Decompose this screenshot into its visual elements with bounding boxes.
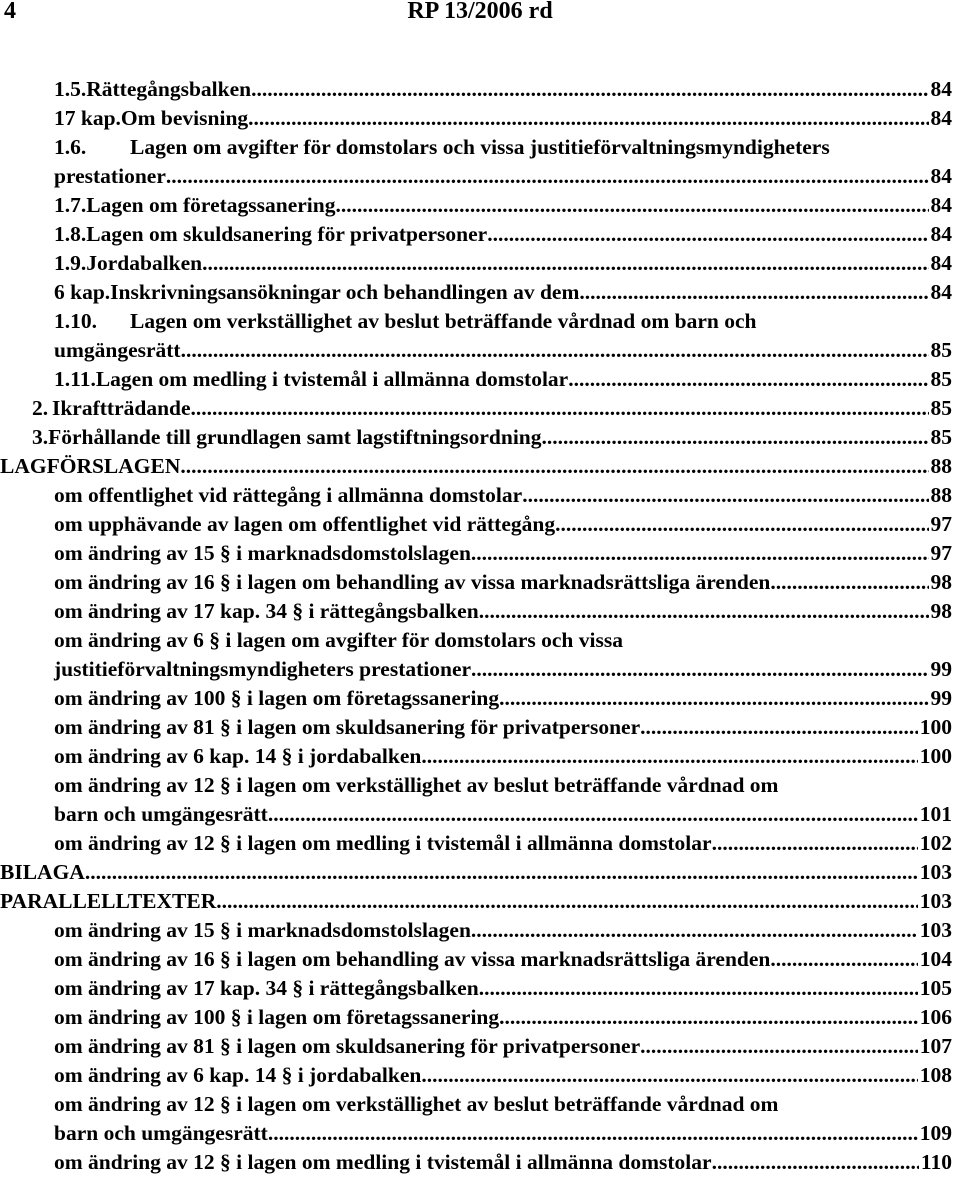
dot-leader: [499, 1003, 918, 1032]
toc-entry-page: 110: [920, 1150, 952, 1174]
dot-leader: [421, 1061, 917, 1090]
toc-entry-page: 88: [930, 454, 952, 478]
toc-entry-page: 103: [919, 918, 952, 942]
toc-entry-page: 84: [930, 251, 952, 275]
toc-entry-title-continued: barn och umgängesrätt: [54, 802, 268, 826]
dot-leader: [770, 945, 917, 974]
toc-entry-title: Lagen om verkställighet av beslut beträffande vårdnad om barn och: [130, 309, 757, 333]
toc-entry: [0, 1003, 952, 1032]
toc-entry-title: om ändring av 12 § i lagen om medling i tvistemål i allmänna domstolar: [54, 831, 712, 855]
document-id: RP 13/2006 rd: [407, 0, 553, 24]
toc-entry: [0, 75, 952, 104]
toc-entry-title: om ändring av 16 § i lagen om behandling av vissa marknadsrättsliga ärenden: [54, 570, 771, 594]
toc-entry-page: 103: [919, 889, 952, 913]
dot-leader: [202, 249, 928, 278]
toc-entry: [0, 539, 952, 568]
toc-entry: [0, 133, 952, 191]
dot-leader: [640, 713, 918, 742]
toc-entry: [0, 684, 952, 713]
toc-entry: [0, 365, 952, 394]
toc-entry-number: 3.: [32, 425, 49, 449]
dot-leader: [499, 684, 928, 713]
toc-entry-title: om ändring av 6 kap. 14 § i jordabalken: [54, 744, 422, 768]
toc-entry-title-continued: barn och umgängesrätt: [54, 1121, 268, 1145]
dot-leader: [471, 655, 928, 684]
table-of-contents: [0, 75, 952, 1177]
toc-entry-page: 84: [930, 222, 952, 246]
dot-leader: [579, 278, 928, 307]
toc-entry-number: 17 kap.: [54, 106, 121, 130]
toc-entry-page: 101: [919, 802, 952, 826]
toc-entry-title: PARALLELLTEXTER: [0, 889, 217, 913]
toc-entry-title: om ändring av 81 § i lagen om skuldsanering för privatpersoner: [54, 715, 641, 739]
toc-entry-page: 84: [930, 106, 952, 130]
page-number: 4: [4, 0, 16, 24]
toc-entry: [0, 278, 952, 307]
toc-entry-page: 99: [930, 657, 952, 681]
toc-entry: [0, 742, 952, 771]
toc-entry-title: Inskrivningsansökningar och behandlingen av dem: [110, 280, 580, 304]
toc-entry-title: om ändring av 16 § i lagen om behandling av vissa marknadsrättsliga ärenden: [54, 947, 771, 971]
toc-entry-number: 1.8.: [54, 222, 87, 246]
dot-leader: [268, 1119, 918, 1148]
dot-leader: [555, 510, 928, 539]
toc-entry-number: 1.5.: [54, 77, 87, 101]
toc-entry-page: 85: [930, 425, 952, 449]
dot-leader: [542, 423, 929, 452]
toc-entry: [0, 104, 952, 133]
toc-entry: [0, 1061, 952, 1090]
dot-leader: [181, 336, 929, 365]
toc-entry-title: LAGFÖRSLAGEN: [0, 454, 181, 478]
toc-entry: [0, 974, 952, 1003]
dot-leader: [166, 162, 929, 191]
toc-entry-title: BILAGA: [0, 860, 85, 884]
toc-entry: [0, 916, 952, 945]
toc-entry: [0, 191, 952, 220]
dot-leader: [479, 597, 929, 626]
dot-leader: [216, 887, 917, 916]
toc-entry: [0, 307, 952, 365]
toc-entry-title: om ändring av 12 § i lagen om verkställighet av beslut beträffande vårdnad om: [54, 1092, 779, 1116]
toc-entry: [0, 829, 952, 858]
dot-leader: [421, 742, 917, 771]
toc-entry-title-continued: justitieförvaltningsmyndigheters prestationer: [54, 657, 472, 681]
toc-entry: [0, 249, 952, 278]
dot-leader: [248, 104, 928, 133]
toc-entry: [0, 887, 952, 916]
toc-entry: [0, 1148, 952, 1177]
toc-entry-title: om ändring av 6 kap. 14 § i jordabalken: [54, 1063, 422, 1087]
toc-entry-page: 100: [919, 715, 952, 739]
toc-entry-title: om ändring av 15 § i marknadsdomstolslagen: [54, 541, 471, 565]
toc-entry-page: 85: [930, 338, 952, 362]
dot-leader: [487, 220, 928, 249]
toc-entry: [0, 1032, 952, 1061]
toc-entry-page: 105: [919, 976, 952, 1000]
toc-entry-title: om ändring av 6 § i lagen om avgifter för domstolars och vissa: [54, 628, 623, 652]
toc-entry-page: 108: [919, 1063, 952, 1087]
toc-entry: [0, 713, 952, 742]
toc-entry-page: 84: [930, 164, 952, 188]
toc-entry: [0, 568, 952, 597]
toc-entry: [0, 423, 952, 452]
dot-leader: [251, 75, 928, 104]
dot-leader: [191, 394, 929, 423]
toc-entry-page: 97: [930, 541, 952, 565]
toc-entry-title-continued: umgängesrätt: [54, 338, 181, 362]
toc-entry-page: 97: [930, 512, 952, 536]
toc-entry: [0, 858, 952, 887]
toc-entry-title: Lagen om skuldsanering för privatpersoner: [86, 222, 488, 246]
toc-entry-page: 107: [919, 1034, 952, 1058]
dot-leader: [770, 568, 928, 597]
dot-leader: [268, 800, 918, 829]
toc-entry-page: 84: [930, 193, 952, 217]
toc-entry-title-continued: prestationer: [54, 164, 166, 188]
toc-entry: [0, 945, 952, 974]
toc-entry-title: Om bevisning: [120, 106, 249, 130]
toc-entry-page: 102: [919, 831, 952, 855]
toc-entry-page: 84: [930, 280, 952, 304]
toc-entry-page: 98: [930, 599, 952, 623]
dot-leader: [85, 858, 918, 887]
toc-entry-title: om ändring av 100 § i lagen om företagssanering: [54, 1005, 500, 1029]
toc-entry-page: 109: [919, 1121, 952, 1145]
toc-entry: [0, 394, 952, 423]
toc-entry: [0, 452, 952, 481]
toc-entry-number: 1.10.: [54, 309, 97, 333]
toc-entry-title: om ändring av 100 § i lagen om företagssanering: [54, 686, 500, 710]
toc-entry-page: 104: [919, 947, 952, 971]
toc-entry-title: om ändring av 12 § i lagen om medling i tvistemål i allmänna domstolar: [54, 1150, 712, 1174]
toc-entry-title: Förhållande till grundlagen samt lagstiftningsordning: [48, 425, 542, 449]
toc-entry-page: 106: [919, 1005, 952, 1029]
dot-leader: [568, 365, 928, 394]
toc-entry-title: om offentlighet vid rättegång i allmänna domstolar: [54, 483, 523, 507]
toc-entry-title: om ändring av 81 § i lagen om skuldsanering för privatpersoner: [54, 1034, 641, 1058]
toc-entry: [0, 481, 952, 510]
toc-entry-title: Ikraftträdande: [51, 396, 191, 420]
toc-entry-page: 84: [930, 77, 952, 101]
toc-entry-title: Rättegångsbalken: [86, 77, 252, 101]
toc-entry-title: Jordabalken: [86, 251, 203, 275]
dot-leader: [180, 452, 928, 481]
dot-leader: [471, 916, 918, 945]
toc-entry-number: 1.6.: [54, 135, 87, 159]
toc-entry: [0, 1090, 952, 1148]
dot-leader: [471, 539, 929, 568]
toc-entry: [0, 597, 952, 626]
toc-entry: [0, 220, 952, 249]
dot-leader: [479, 974, 918, 1003]
toc-entry-page: 100: [919, 744, 952, 768]
toc-entry-number: 1.9.: [54, 251, 87, 275]
toc-entry-title: om ändring av 17 kap. 34 § i rättegångsbalken: [54, 599, 479, 623]
toc-entry-page: 85: [930, 367, 952, 391]
toc-entry: [0, 626, 952, 684]
toc-entry-title: om upphävande av lagen om offentlighet vid rättegång: [54, 512, 556, 536]
toc-entry-page: 103: [919, 860, 952, 884]
toc-entry-number: 1.11.: [54, 367, 96, 391]
dot-leader: [712, 1148, 919, 1177]
toc-entry-title: om ändring av 17 kap. 34 § i rättegångsbalken: [54, 976, 479, 1000]
toc-entry-number: 6 kap.: [54, 280, 111, 304]
toc-entry-page: 98: [930, 570, 952, 594]
toc-entry-title: om ändring av 15 § i marknadsdomstolslagen: [54, 918, 471, 942]
toc-entry-page: 85: [930, 396, 952, 420]
toc-entry-title: Lagen om avgifter för domstolars och vissa justitieförvaltningsmyndigheters: [130, 135, 830, 159]
toc-entry-title: Lagen om företagssanering: [86, 193, 336, 217]
toc-entry-title: om ändring av 12 § i lagen om verkställighet av beslut beträffande vårdnad om: [54, 773, 779, 797]
toc-entry-title: Lagen om medling i tvistemål i allmänna domstolar: [95, 367, 569, 391]
toc-entry-number: 1.7.: [54, 193, 87, 217]
dot-leader: [335, 191, 928, 220]
toc-entry-number: 2.: [32, 396, 49, 420]
toc-entry: [0, 771, 952, 829]
dot-leader: [522, 481, 928, 510]
dot-leader: [640, 1032, 918, 1061]
toc-entry-page: 88: [930, 483, 952, 507]
toc-entry: [0, 510, 952, 539]
dot-leader: [712, 829, 918, 858]
toc-entry-page: 99: [930, 686, 952, 710]
